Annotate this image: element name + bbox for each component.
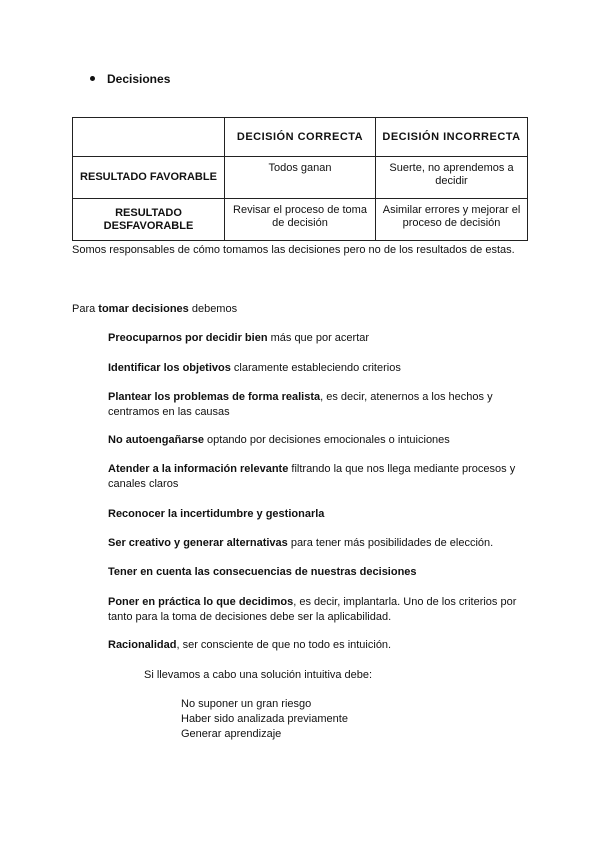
list-item-text: , es decir, atenernos a los hechos y centramos en las causas xyxy=(108,391,493,418)
list-item xyxy=(108,390,528,420)
list-item xyxy=(108,361,528,376)
para-lead-pre: Para xyxy=(72,303,99,315)
intuitive-lead: Si llevamos a cabo una solución intuitiva debe: xyxy=(144,669,373,681)
list-item xyxy=(108,462,528,492)
intuitive-point: No suponer un gran riesgo xyxy=(181,698,312,710)
para-lead-post: debemos xyxy=(188,303,238,315)
list-item-text: claramente estableciendo criterios xyxy=(230,362,401,374)
list-item-bold: No autoengañarse xyxy=(108,434,204,446)
table-header-cell: DECISIÓN INCORRECTA xyxy=(376,118,528,157)
list-item-text: optando por decisiones emocionales o intuiciones xyxy=(203,434,450,446)
table-row xyxy=(73,199,528,241)
table-header-cell: DECISIÓN CORRECTA xyxy=(225,118,376,157)
decision-matrix-table xyxy=(72,117,528,241)
para-lead-bold: tomar decisiones xyxy=(98,303,189,315)
list-item xyxy=(108,638,528,653)
list-item-text: para tener más posibilidades de elección. xyxy=(287,537,494,549)
list-item xyxy=(108,595,528,625)
list-item-text: filtrando la que nos llega mediante procesos y canales claros xyxy=(108,463,516,490)
para-lead xyxy=(72,302,237,317)
section-heading xyxy=(90,72,170,86)
list-item-text: más que por acertar xyxy=(267,332,370,344)
list-item-text: , es decir, implantarla. Uno de los criterios por tanto para la toma de decisiones debe ser la aplicabilidad. xyxy=(108,596,517,623)
list-item xyxy=(108,433,528,448)
section-heading-label: Decisiones xyxy=(107,72,171,86)
list-item-bold: Preocuparnos por decidir bien xyxy=(108,332,268,344)
table-header-cell xyxy=(73,118,225,157)
bullet-icon xyxy=(90,76,95,81)
table-row-label: RESULTADO DESFAVORABLE xyxy=(73,199,225,241)
list-item xyxy=(108,331,528,346)
list-item-bold: Racionalidad xyxy=(108,639,177,651)
table-row xyxy=(73,157,528,199)
list-item-bold: Poner en práctica lo que decidimos xyxy=(108,596,294,608)
list-item-text: , ser consciente de que no todo es intuición. xyxy=(176,639,392,651)
table-cell: Todos ganan xyxy=(225,157,376,199)
list-item-bold: Ser creativo y generar alternativas xyxy=(108,537,288,549)
list-item xyxy=(108,507,528,522)
list-item-bold: Identificar los objetivos xyxy=(108,362,231,374)
list-item-bold: Atender a la información relevante xyxy=(108,463,289,475)
intuitive-point: Generar aprendizaje xyxy=(181,728,282,740)
table-header-row xyxy=(73,118,528,157)
list-item-bold: Tener en cuenta las consecuencias de nuestras decisiones xyxy=(108,566,417,578)
list-item-bold: Reconocer la incertidumbre y gestionarla xyxy=(108,508,325,520)
table-row-label: RESULTADO FAVORABLE xyxy=(73,157,225,199)
table-cell: Suerte, no aprendemos a decidir xyxy=(376,157,528,199)
intuitive-point: Haber sido analizada previamente xyxy=(181,713,348,725)
table-cell: Asimilar errores y mejorar el proceso de decisión xyxy=(376,199,528,241)
list-item xyxy=(108,536,528,551)
list-item xyxy=(108,565,528,580)
table-cell: Revisar el proceso de toma de decisión xyxy=(225,199,376,241)
list-item-bold: Plantear los problemas de forma realista xyxy=(108,391,321,403)
intro-paragraph: Somos responsables de cómo tomamos las decisiones pero no de los resultados de estas. xyxy=(72,244,515,256)
